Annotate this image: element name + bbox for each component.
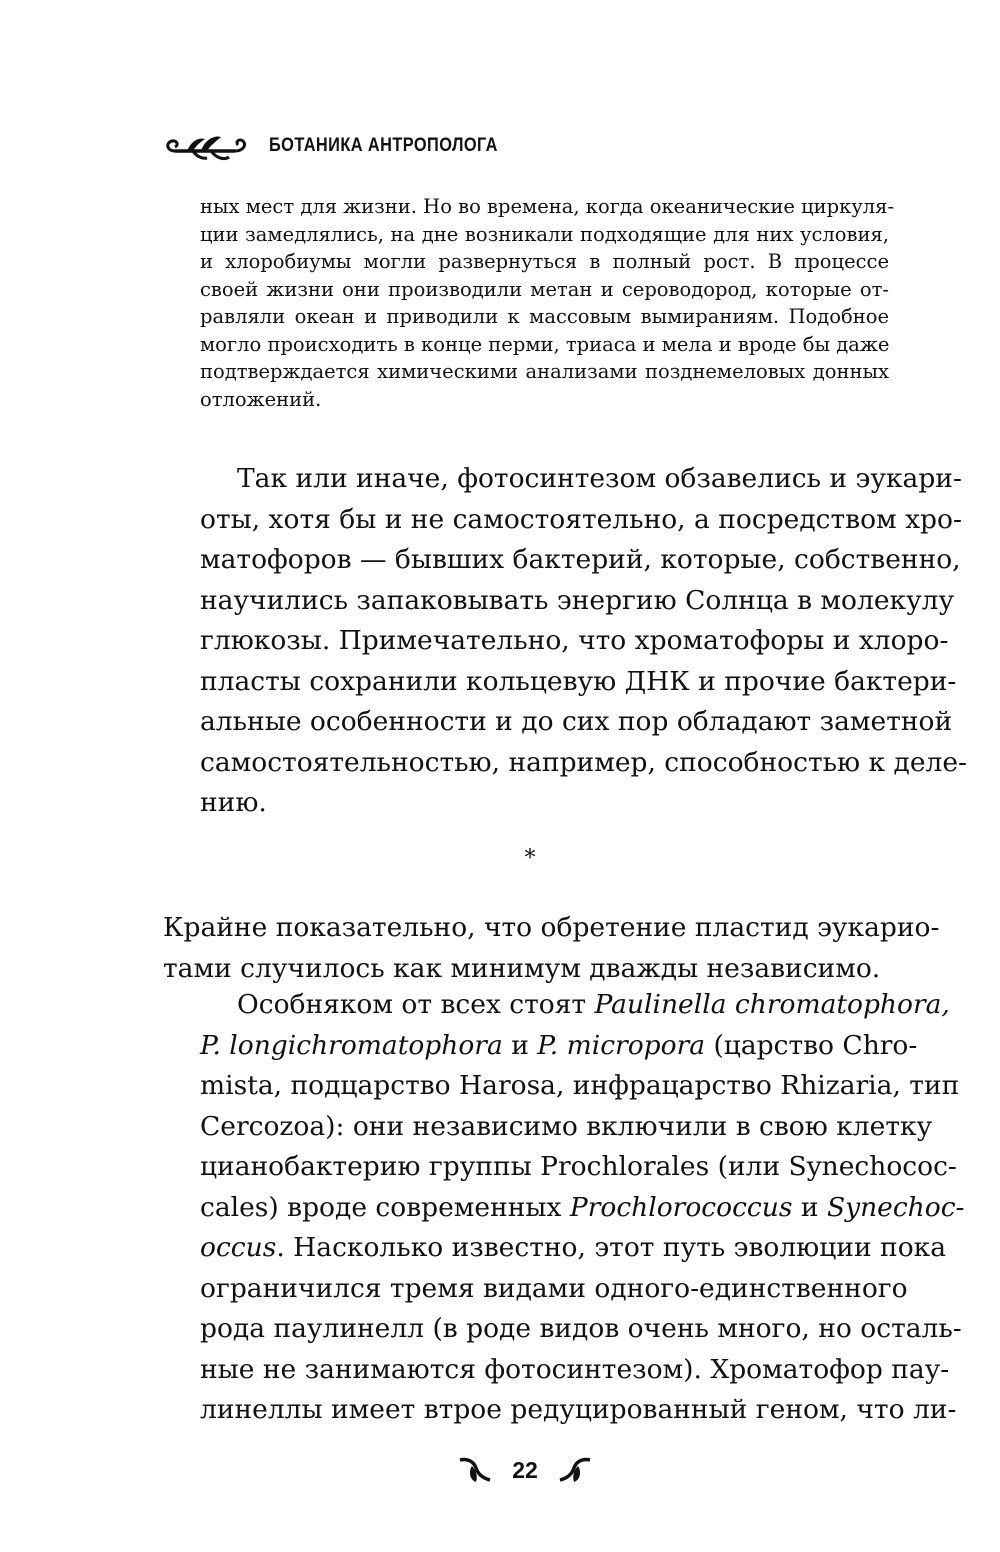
text-line: научились запаковывать энергию Солнца в молекулу bbox=[200, 584, 955, 616]
paragraph-plastids bbox=[163, 908, 940, 989]
footnote-line: своей жизни они производили метан и сероводород, которые от- bbox=[200, 277, 889, 301]
text-line: ограничился тремя видами одного-единственного bbox=[200, 1272, 908, 1304]
running-head bbox=[163, 128, 535, 164]
species-name: Paulinella chromatophora, bbox=[594, 989, 950, 1020]
footnote-line: ных мест для жизни. Но во времена, когда океанические циркуля- bbox=[200, 195, 895, 218]
genus-name: Synechoc- bbox=[826, 1191, 965, 1223]
text-line: Крайне показательно, что обретение пластид эукарио- bbox=[163, 912, 940, 943]
text-line: альные особенности и до сих пор обладают заметной bbox=[200, 706, 953, 737]
text-line: глюкозы. Примечательно, что хроматофоры и хлоро- bbox=[200, 625, 949, 656]
fern-swirl-icon bbox=[163, 129, 249, 163]
footnote-line: ции замедлялись, на дне возникали подходящие для них условия, bbox=[200, 222, 889, 246]
text-line bbox=[163, 1228, 947, 1269]
footnote bbox=[200, 193, 895, 413]
text-line: Так или иначе, фотосинтезом обзавелись и эукари- bbox=[237, 463, 962, 494]
text-line: матофоров — бывших бактерий, которые, собственно, bbox=[200, 544, 961, 575]
text-line: самостоятельностью, например, способностью к деле- bbox=[200, 746, 968, 778]
text-fragment: (царство Chro- bbox=[705, 1029, 918, 1061]
text-fragment: Особняком от всех стоят bbox=[237, 989, 595, 1020]
genus-name: occus bbox=[200, 1232, 277, 1263]
text-line: Cercozoa): они независимо включили в свою клетку bbox=[200, 1110, 933, 1142]
footnote-line: и хлоробиумы могли развернуться в полный рост. В процессе bbox=[200, 250, 889, 273]
text-fragment: . Насколько известно, этот путь эволюции пока bbox=[276, 1232, 947, 1263]
text-line: оты, хотя бы и не самостоятельно, а посредством хро- bbox=[200, 503, 962, 535]
text-line: линеллы имеет втрое редуцированный геном, что ли- bbox=[200, 1394, 957, 1425]
text-fragment: и bbox=[502, 1029, 538, 1061]
text-fragment: и bbox=[792, 1191, 827, 1223]
footnote-line: подтверждается химическими анализами позднемеловых донных bbox=[200, 360, 889, 383]
footnote-line: равляли океан и приводили к массовым вымираниям. Подобное bbox=[200, 305, 889, 328]
text-line bbox=[163, 1188, 965, 1229]
sprout-left-icon bbox=[458, 1452, 494, 1488]
text-line: цианобактерию группы Prochlorales (или Synechococ- bbox=[200, 1151, 957, 1182]
sprout-right-icon bbox=[556, 1452, 592, 1488]
species-name: P. micropora bbox=[537, 1029, 706, 1061]
footnote-line: отложений. bbox=[200, 387, 322, 411]
section-separator: * bbox=[524, 846, 536, 871]
paragraph-paulinella bbox=[163, 985, 965, 1431]
genus-name: Prochlorococcus bbox=[569, 1191, 793, 1223]
text-line: mista, подцарство Harosa, инфрацарство Rhizaria, тип bbox=[200, 1070, 960, 1101]
text-line bbox=[163, 1026, 918, 1067]
text-line: рода паулинелл (в роде видов очень много, но осталь- bbox=[200, 1313, 962, 1344]
text-line: тами случилось как минимум дважды независимо. bbox=[163, 952, 881, 984]
text-fragment: cales) вроде современных bbox=[200, 1191, 570, 1223]
species-name: P. longichromatophora bbox=[200, 1029, 503, 1061]
text-line: ные не занимаются фотосинтезом). Хроматофор пау- bbox=[200, 1353, 950, 1385]
text-line bbox=[163, 985, 950, 1026]
text-line: пласты сохранили кольцевую ДНК и прочие бактери- bbox=[200, 665, 957, 697]
footnote-line: могло происходить в конце перми, триаса и мела и вроде бы даже bbox=[200, 332, 890, 356]
page-number: 22 bbox=[512, 1456, 538, 1483]
text-line: нию. bbox=[200, 787, 267, 818]
paragraph-photosynthesis bbox=[163, 459, 968, 824]
page-footer bbox=[458, 1450, 592, 1490]
running-title: БОТАНИКА АНТРОПОЛОГА bbox=[269, 135, 498, 156]
